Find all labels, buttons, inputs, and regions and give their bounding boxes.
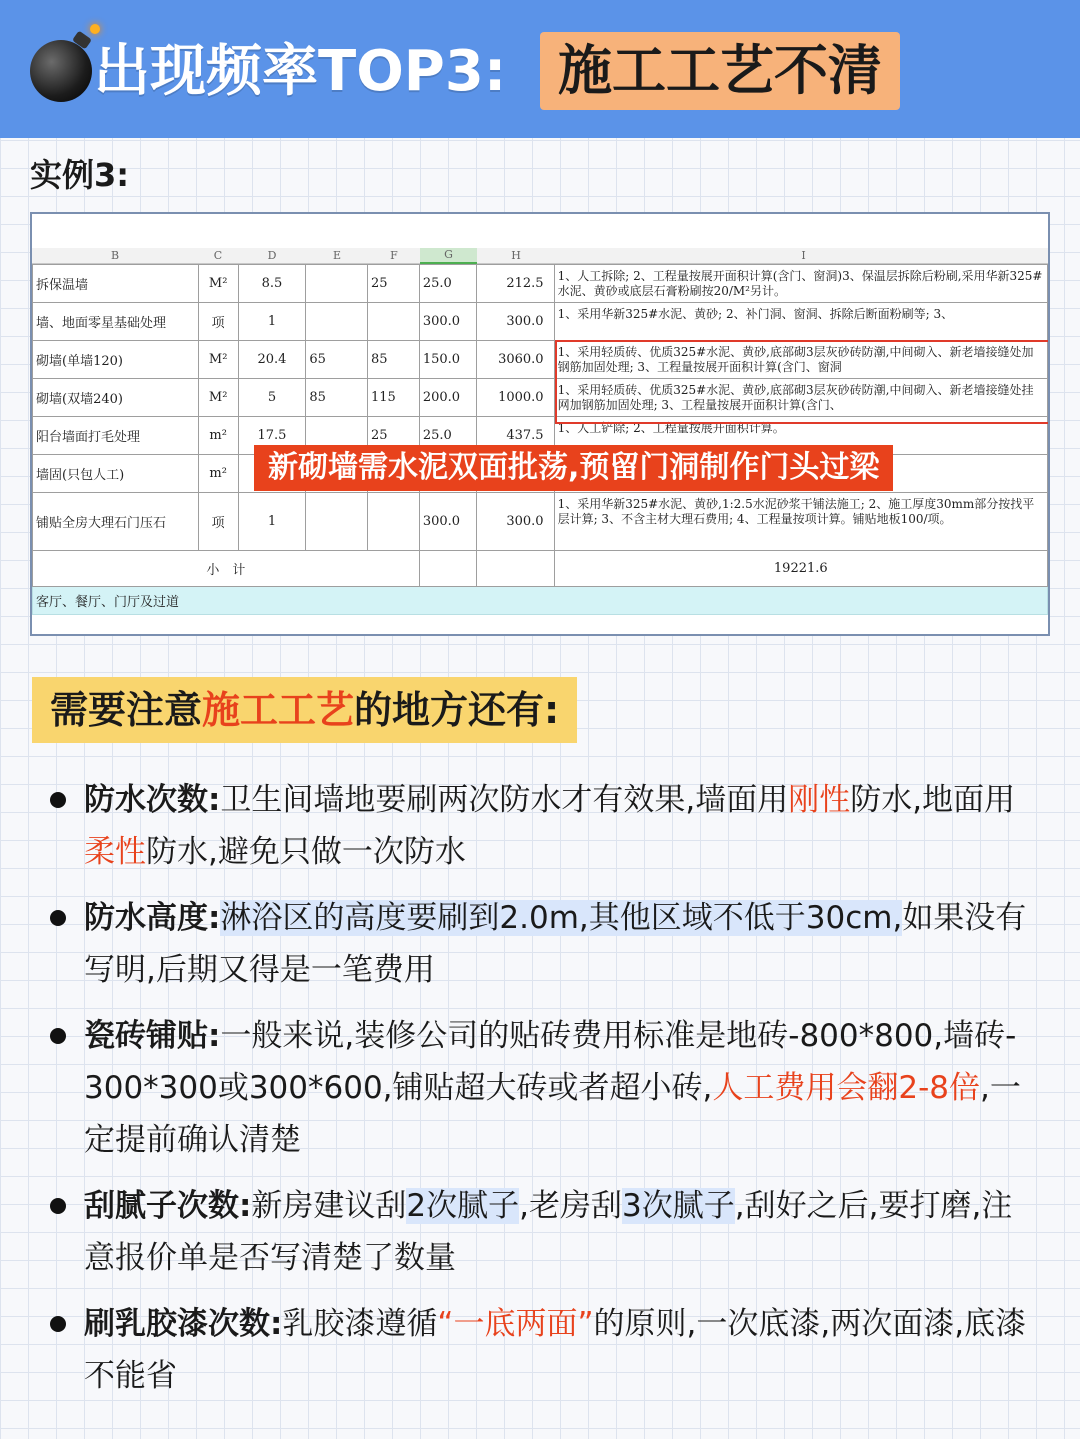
tip-text: 的原则,一次底漆,两次面漆,底漆不能省 bbox=[84, 1306, 1027, 1394]
highlighted-text: 2次腻子 bbox=[406, 1188, 520, 1224]
cell-f: 25 bbox=[368, 265, 420, 303]
tip-text: 如果没有写明,后期又得是一笔费用 bbox=[84, 900, 1027, 988]
example-label: 实例3: bbox=[30, 156, 130, 194]
cell-g: 25.0 bbox=[419, 417, 476, 455]
tip-text: 防水,地面用 bbox=[850, 782, 1016, 818]
bullet-dot-icon bbox=[50, 910, 66, 926]
cell-f bbox=[368, 303, 420, 341]
column-header-selected: G bbox=[420, 248, 477, 264]
column-header: E bbox=[332, 249, 342, 262]
cell-desc: 1、人工铲除; 2、工程量按展开面积计算。 bbox=[554, 417, 1047, 455]
column-header: D bbox=[267, 249, 277, 262]
cell-h: 212.5 bbox=[476, 265, 554, 303]
bullet-dot-icon bbox=[50, 1316, 66, 1332]
cell-name: 墙、地面零星基础处理 bbox=[33, 303, 199, 341]
emphasis-text: 人工费用会翻2-8倍 bbox=[712, 1070, 981, 1106]
cell-g: 300.0 bbox=[419, 303, 476, 341]
highlight-frame bbox=[555, 340, 1050, 424]
subtotal-value: 19221.6 bbox=[554, 551, 1047, 587]
cell-desc: 1、采用轻质砖、优质325#水泥、黄砂,底部砌3层灰砂砖防潮,中间砌入、新老墙接缝处挂网加钢筋加固处理; 3、工程量按展开面积计算(含门、 bbox=[554, 379, 1047, 417]
cell-h: 300.0 bbox=[476, 493, 554, 551]
cell-f bbox=[368, 493, 420, 551]
cell-f: 85 bbox=[368, 341, 420, 379]
cell-h: 437.5 bbox=[476, 417, 554, 455]
tip-item bbox=[50, 774, 1040, 878]
section-row bbox=[33, 587, 1048, 615]
tip-title: 刮腻子次数: bbox=[84, 1188, 252, 1224]
annotation-banner: 新砌墙需水泥双面批荡,预留门洞制作门头过梁 bbox=[254, 445, 893, 491]
cell-e bbox=[306, 303, 368, 341]
cell-f: 115 bbox=[368, 379, 420, 417]
cell-name: 拆保温墙 bbox=[33, 265, 199, 303]
page-title: 出现频率TOP3: bbox=[94, 39, 507, 104]
cell-e bbox=[306, 265, 368, 303]
column-header: B bbox=[110, 249, 120, 262]
cell-e bbox=[306, 493, 368, 551]
tip-text: 新房建议刮 bbox=[251, 1188, 407, 1224]
table-row bbox=[33, 493, 1048, 551]
bullet-dot-icon bbox=[50, 1198, 66, 1214]
cell-desc: 1、采用华新325#水泥、黄砂; 2、补门洞、窗洞、拆除后断面粉刷等; 3、 bbox=[554, 303, 1047, 341]
heading-suffix: 的地方还有: bbox=[354, 688, 560, 732]
spreadsheet-screenshot bbox=[30, 212, 1050, 636]
tip-title: 防水次数: bbox=[84, 782, 221, 818]
column-header: H bbox=[511, 249, 521, 262]
table-row bbox=[33, 265, 1048, 303]
quote-table bbox=[32, 264, 1048, 615]
tip-item bbox=[50, 1010, 1040, 1166]
highlighted-text: 3次腻子 bbox=[622, 1188, 735, 1224]
cell-unit: 项 bbox=[198, 303, 238, 341]
cell-name: 砌墙(双墙240) bbox=[33, 379, 199, 417]
tip-title: 防水高度: bbox=[84, 900, 221, 936]
cell-d: 20.4 bbox=[238, 341, 306, 379]
table-row bbox=[33, 303, 1048, 341]
cell-e: 85 bbox=[306, 379, 368, 417]
cell-desc: 1、人工拆除; 2、工程量按展开面积计算(含门、窗洞)3、保温层拆除后粉刷,采用华新325#水泥、黄砂或底层石膏粉刷按20/M²另计。 bbox=[554, 265, 1047, 303]
header-banner bbox=[0, 0, 1080, 138]
cell-h: 300.0 bbox=[476, 303, 554, 341]
bullet-dot-icon bbox=[50, 1028, 66, 1044]
heading-prefix: 需要注意 bbox=[50, 688, 203, 732]
bullet-dot-icon bbox=[50, 792, 66, 808]
cell-name: 砌墙(单墙120) bbox=[33, 341, 199, 379]
empty-cell bbox=[419, 551, 476, 587]
tip-item bbox=[50, 892, 1040, 996]
cell-f: 25 bbox=[368, 417, 420, 455]
tip-text: ,刮好之后,要打磨,注意报价单是否写清楚了数量 bbox=[84, 1188, 1013, 1276]
cell-g: 300.0 bbox=[419, 493, 476, 551]
column-header-row bbox=[32, 248, 1050, 264]
cell-d: 8.5 bbox=[238, 265, 306, 303]
cell-d: 1 bbox=[238, 303, 306, 341]
tip-text: 防水,避免只做一次防水 bbox=[146, 834, 466, 870]
emphasis-text: 刚性 bbox=[788, 782, 851, 818]
tip-text: 乳胶漆遵循 bbox=[282, 1306, 438, 1342]
section-heading bbox=[32, 677, 577, 743]
column-header: I bbox=[801, 249, 806, 262]
cell-unit: M² bbox=[198, 341, 238, 379]
tip-item bbox=[50, 1180, 1040, 1284]
cell-d: 5 bbox=[238, 379, 306, 417]
bomb-icon bbox=[30, 40, 92, 102]
cell-unit: m² bbox=[198, 417, 238, 455]
cell-g: 25.0 bbox=[419, 265, 476, 303]
cell-g: 200.0 bbox=[419, 379, 476, 417]
subtotal-label: 小 计 bbox=[33, 551, 420, 587]
cell-h: 1000.0 bbox=[476, 379, 554, 417]
empty-cell bbox=[476, 551, 554, 587]
title-highlight: 施工工艺不清 bbox=[540, 32, 900, 110]
cell-desc: 1、采用华新325#水泥、黄砂,1:2.5水泥砂浆干铺法施工; 2、施工厚度30mm部分按找平层计算; 3、不含主材大理石费用; 4、工程量按项计算。铺贴地板100/项。 bbox=[554, 493, 1047, 551]
cell-unit: M² bbox=[198, 379, 238, 417]
cell-e: 65 bbox=[306, 341, 368, 379]
section-label: 客厅、餐厅、门厅及过道 bbox=[33, 587, 1048, 615]
tip-text: ,一定提前确认清楚 bbox=[84, 1070, 1021, 1158]
highlighted-text: 淋浴区的高度要刷到2.0m,其他区域不低于30cm, bbox=[220, 900, 903, 936]
cell-unit: M² bbox=[198, 265, 238, 303]
column-header: C bbox=[213, 249, 223, 262]
cell-g: 150.0 bbox=[419, 341, 476, 379]
emphasis-text: 柔性 bbox=[84, 834, 146, 870]
heading-highlight: 施工工艺 bbox=[202, 688, 355, 732]
tip-text: 一般来说,装修公司的贴砖费用标准是地砖-800*800,墙砖- 300*300或300*600,铺贴超大砖或者超小砖, bbox=[84, 1018, 1017, 1106]
column-header: F bbox=[390, 249, 398, 262]
tip-item bbox=[50, 1298, 1040, 1402]
cell-d: 1 bbox=[238, 493, 306, 551]
tip-title: 刷乳胶漆次数: bbox=[84, 1306, 283, 1342]
subtotal-row bbox=[33, 551, 1048, 587]
tips-list bbox=[50, 774, 1040, 1416]
tip-title: 瓷砖铺贴: bbox=[84, 1018, 221, 1054]
cell-unit: 项 bbox=[198, 493, 238, 551]
cell-d: 17.5 bbox=[238, 417, 306, 455]
tip-text: 卫生间墙地要刷两次防水才有效果,墙面用 bbox=[220, 782, 789, 818]
tip-text: ,老房刮 bbox=[519, 1188, 622, 1224]
cell-name: 阳台墙面打毛处理 bbox=[33, 417, 199, 455]
cell-desc: 1、采用轻质砖、优质325#水泥、黄砂,底部砌3层灰砂砖防潮,中间砌入、新老墙接缝处加钢筋加固处理; 3、工程量按展开面积计算(含门、窗洞 bbox=[554, 341, 1047, 379]
cell-h: 3060.0 bbox=[476, 341, 554, 379]
cell-name: 墙固(只包人工) bbox=[33, 455, 199, 493]
cell-unit: m² bbox=[198, 455, 238, 493]
cell-name: 铺贴全房大理石门压石 bbox=[33, 493, 199, 551]
emphasis-text: “一底两面” bbox=[437, 1306, 594, 1342]
